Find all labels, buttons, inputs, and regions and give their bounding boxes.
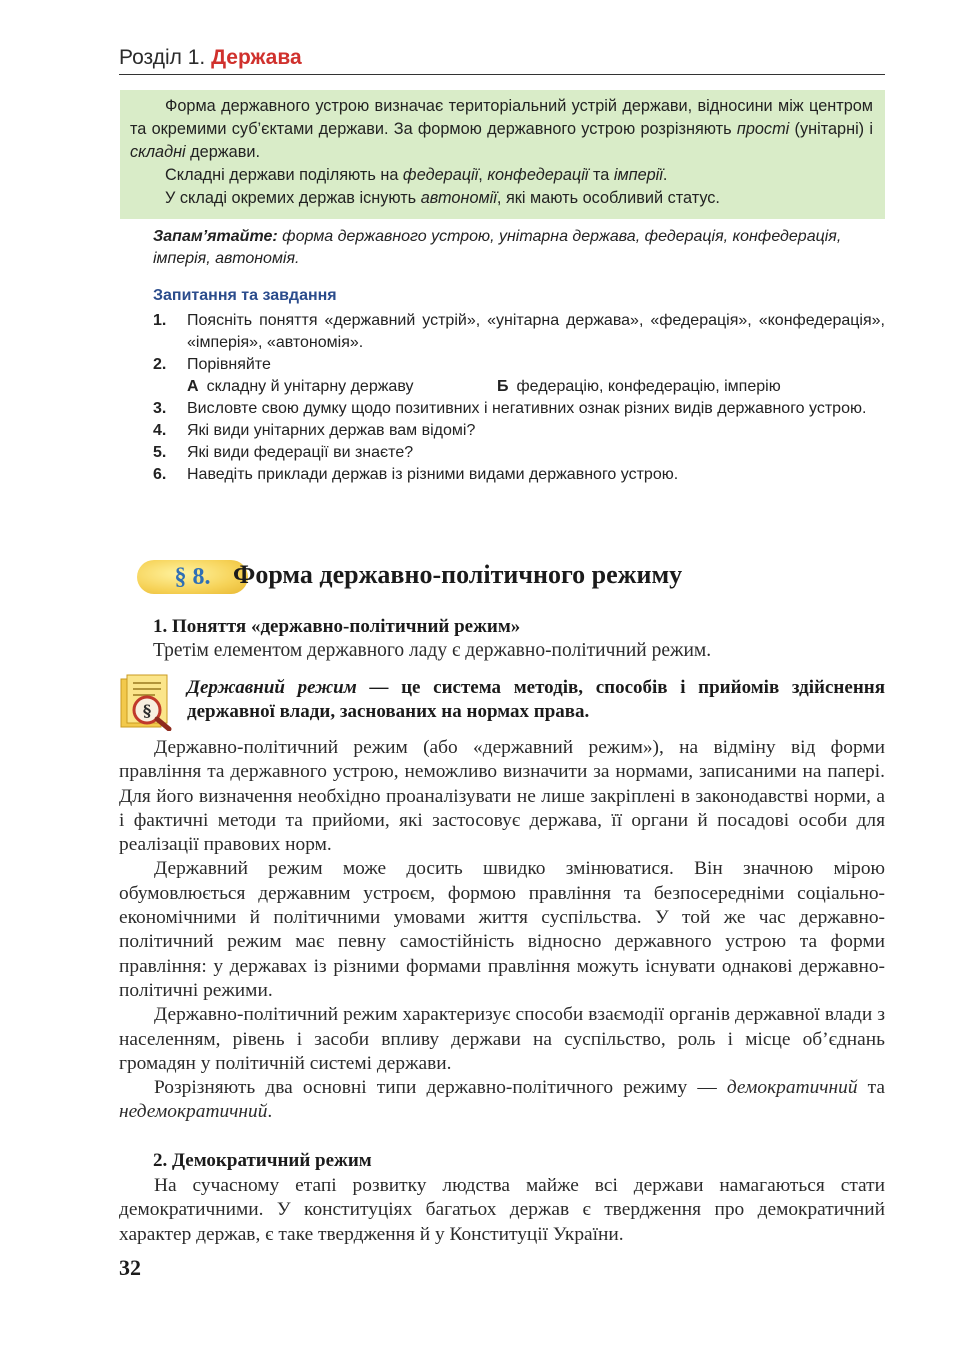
question-item: 2. Порівняйте — [153, 356, 271, 373]
summary-paragraph-2: Складні держави поділяють на федерації, конфедерації та імперії. — [165, 166, 668, 184]
summary-box — [120, 90, 885, 219]
compare-options — [187, 376, 885, 398]
body-paragraph: Державно-політичний режим характеризує способи взаємодії органів державної влади з населенням, рівень і засоби впливу держави на суспільство, роль і місце об’єднань громадян у політичній системі держави. — [119, 1004, 885, 1074]
law-document-magnifier-icon — [119, 673, 177, 731]
question-item: 1. Поясніть поняття «державний устрій», «унітарна держава», «федерація», «конфедерація», «імперія», «автономія». — [153, 312, 885, 351]
option-a: А складну й унітарну державу — [187, 378, 414, 395]
option-b: Б федерацію, конфедерацію, імперію — [497, 378, 781, 395]
chapter-name: Держава — [211, 46, 302, 69]
body-paragraph: Державно-політичний режим (або «державний режим»), на відміну від форми правління та державного устрою, неможливо визначити за нормами, записаними на папері. Для його визначення необхідно проаналізувати не лише закріплені в законодавстві норми, а і фактичні методи та прийоми, які застосовує держава, її органи й посадові особи для реалізації правових норм. — [119, 737, 885, 856]
svg-text:§: § — [142, 701, 152, 720]
definition-term: Державний режим — [187, 677, 357, 698]
remember-block — [153, 226, 885, 270]
body-text — [119, 736, 885, 1125]
question-item: 6. Наведіть приклади держав із різними видами державного устрою. — [153, 466, 679, 483]
section-title: Форма державно-політичного режиму — [233, 560, 683, 589]
page-header — [119, 46, 885, 76]
section-badge: § 8. — [137, 560, 248, 594]
summary-paragraph-3: У складі окремих держав існують автономії, які мають особливий статус. — [165, 189, 720, 207]
questions-title: Запитання та завдання — [153, 287, 337, 304]
question-item: 3. Висловте свою думку щодо позитивних і негативних ознак різних видів державного устрою. — [153, 400, 867, 417]
chapter-prefix: Розділ 1. — [119, 46, 206, 69]
body-paragraph: На сучасному етапі розвитку людства майже всі держави намагаються стати демократичними. У конституціях багатьох держав є твердження про демократичний характер держав, є таке твердження й у Конституції України. — [119, 1175, 885, 1245]
questions-list — [153, 310, 885, 486]
page-number: 32 — [119, 1255, 141, 1280]
intro-paragraph: Третім елементом державного ладу є державно-політичний режим. — [153, 640, 712, 661]
remember-label: Запам’ятайте: — [153, 228, 278, 245]
remember-text: форма державного устрою, унітарна держава, федерація, конфедерація, імперія, автономія. — [153, 228, 842, 267]
question-item: 5. Які види федерації ви знаєте? — [153, 444, 414, 461]
chapter-label — [119, 46, 302, 70]
subsection-1-title: 1. Поняття «державно-політичний режим» — [153, 616, 521, 637]
question-item: 4. Які види унітарних держав вам відомі? — [153, 422, 476, 439]
summary-paragraph-1: Форма державного устрою визначає територіальний устрій держави, відносини між центром та окремими суб’єктами держави. За формою державного устрою розрізняють прості (унітарні) і складні держави. — [130, 97, 873, 161]
types-paragraph: Розрізняють два основні типи державно-політичного режиму — демократичний та недемократичний. — [119, 1077, 885, 1123]
definition-text: — це система методів, способів і прийомів здійснення державної влади, заснованих на нормах права. — [187, 677, 885, 722]
subsection-2-text — [119, 1174, 885, 1247]
header-rule — [119, 74, 885, 75]
definition-block — [187, 676, 885, 724]
body-paragraph: Державний режим може досить швидко змінюватися. Він значною мірою обумовлюється державним устроєм, формою правління та безпосередніми соціально-економічними й політичними умовами життя суспільства. У той же час державно-політичний режим має певну самостійність відносно державного устрою та форми правління: у державах із різними формами правління можуть існувати однакові державно-політичні режими. — [119, 858, 885, 1001]
subsection-2-title: 2. Демократичний режим — [153, 1150, 372, 1171]
